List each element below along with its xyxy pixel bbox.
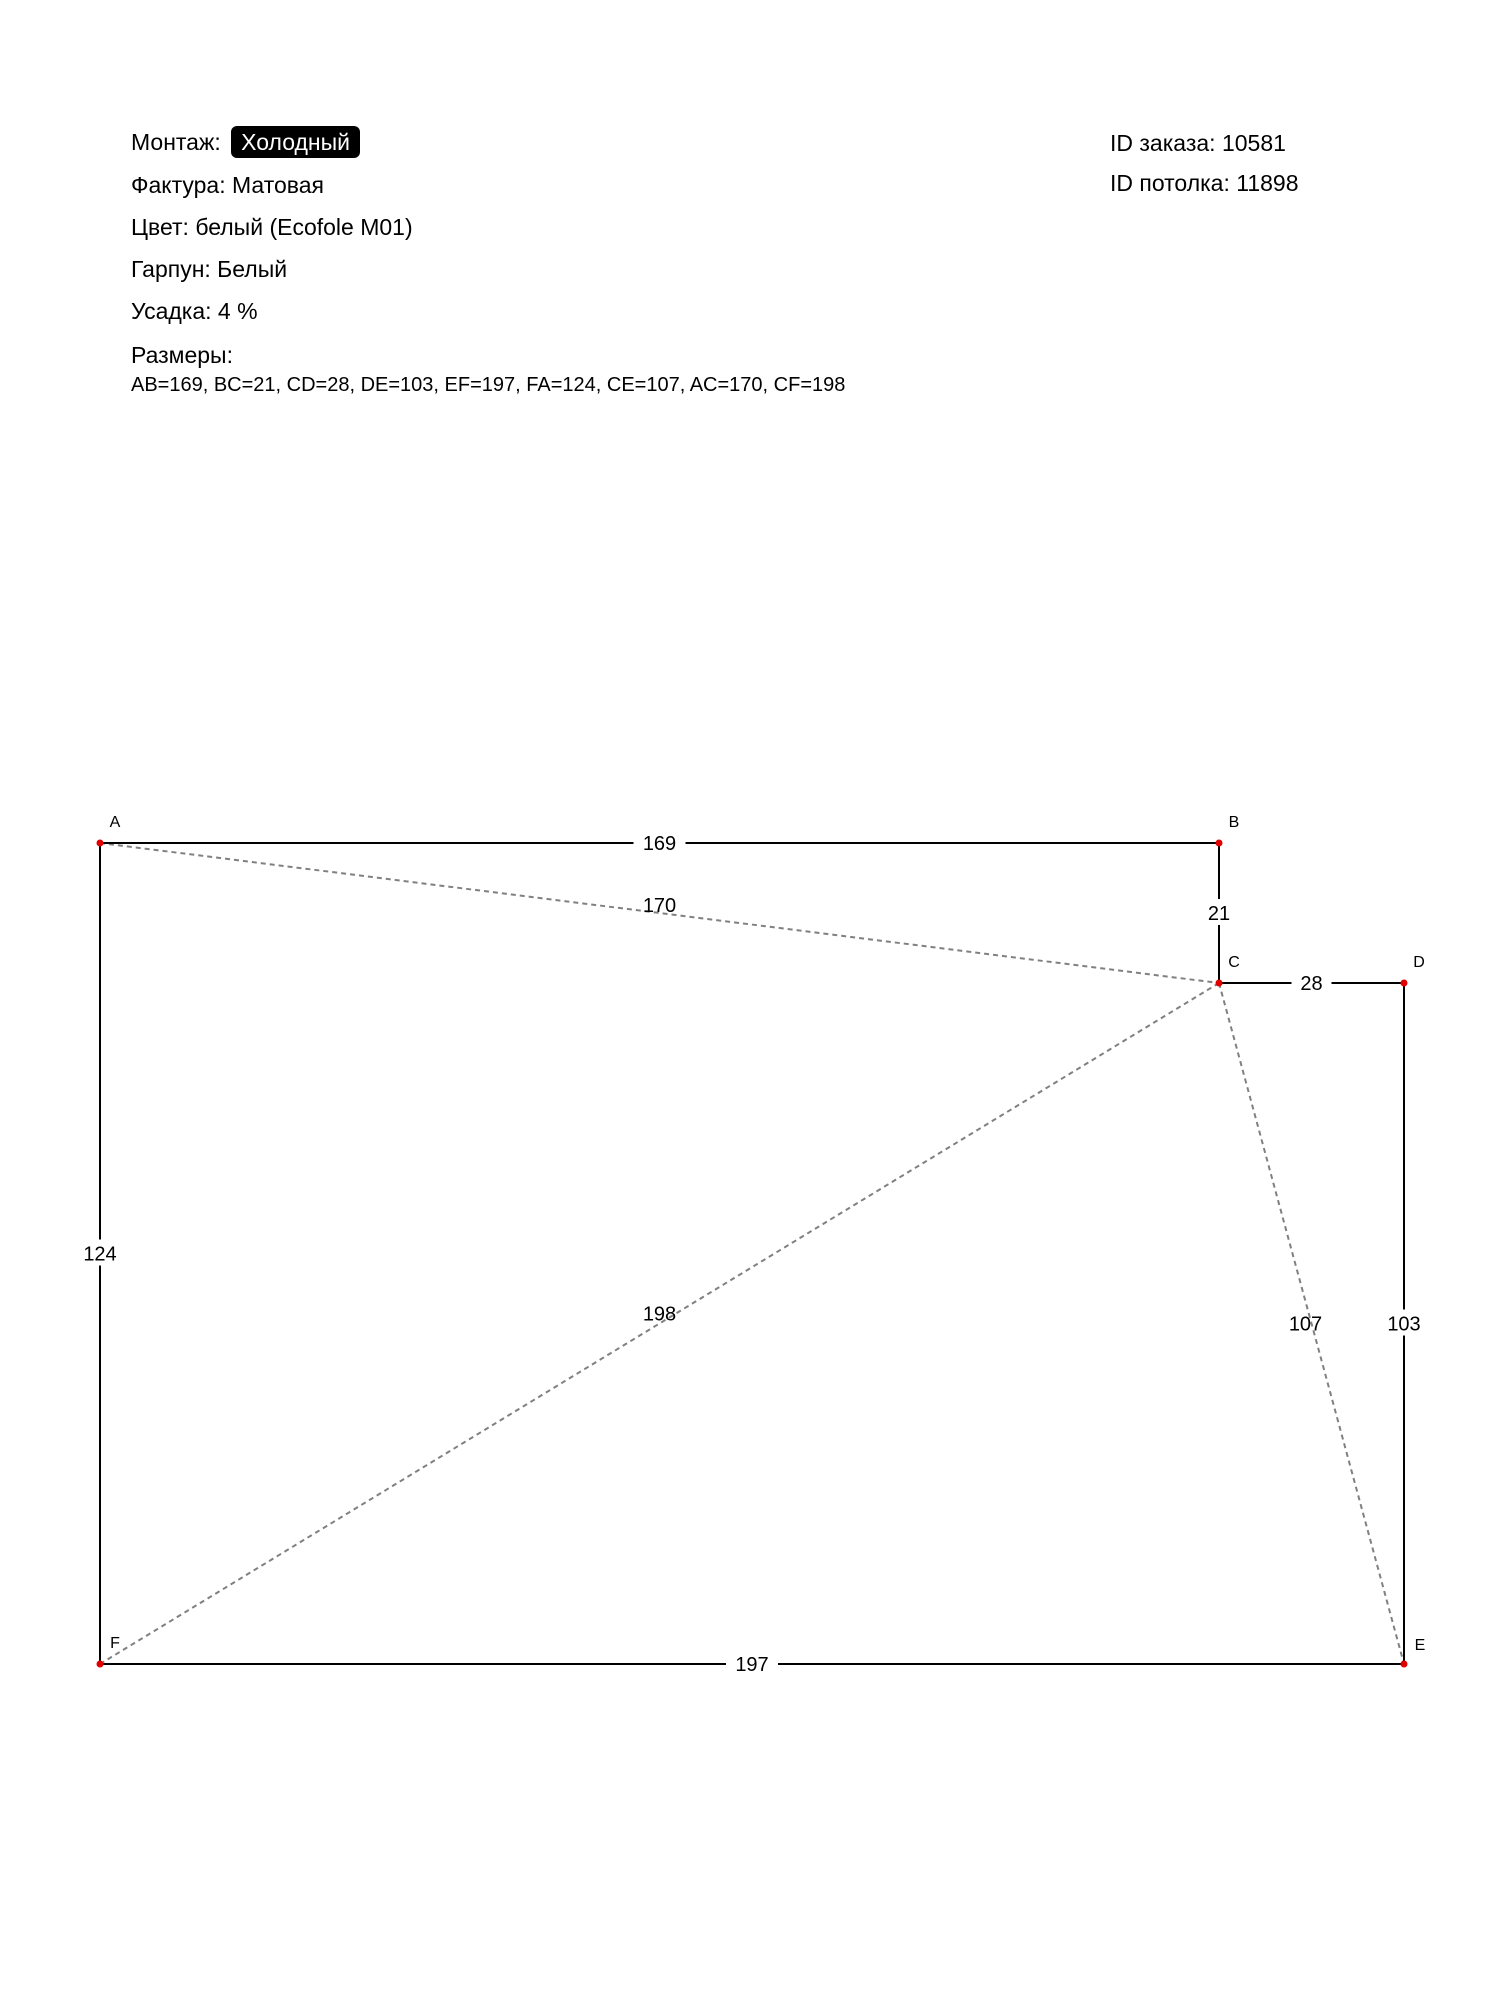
mount-label: Монтаж: <box>131 129 221 155</box>
lengths-layer <box>74 829 1430 1676</box>
color-line: Цвет: белый (Ecofole M01) <box>131 214 413 240</box>
corner-marker-d <box>1401 980 1408 987</box>
texture-line: Фактура: Матовая <box>131 172 324 198</box>
corner-label-a: A <box>109 814 121 831</box>
shrink-line: Усадка: 4 % <box>131 298 258 324</box>
corner-marker-c <box>1216 980 1223 987</box>
corner-marker-f <box>97 1661 104 1668</box>
corner-label-d: D <box>1413 954 1425 971</box>
corner-marker-b <box>1216 840 1223 847</box>
diagonals-layer <box>100 843 1404 1664</box>
sizes-value: AB=169, BC=21, CD=28, DE=103, EF=197, FA=124, CE=107, AC=170, CF=198 <box>131 374 846 396</box>
sizes-label: Размеры: <box>131 342 233 368</box>
corner-marker-a <box>97 840 104 847</box>
corners-layer <box>97 814 1426 1668</box>
corner-label-e: E <box>1414 1637 1426 1654</box>
ceiling-id: ID потолка: 11898 <box>1110 170 1299 196</box>
length-label-c-d: 28 <box>1300 973 1323 995</box>
corner-marker-e <box>1401 1661 1408 1668</box>
corner-label-f: F <box>110 1635 120 1652</box>
order-id: ID заказа: 10581 <box>1110 130 1286 156</box>
length-label-a-b: 169 <box>642 833 677 855</box>
length-label-c-f: 198 <box>642 1303 677 1326</box>
length-label-a-c: 170 <box>642 895 677 917</box>
length-label-e-f: 197 <box>735 1654 769 1676</box>
harpoon-line: Гарпун: Белый <box>131 256 288 282</box>
length-label-b-c: 21 <box>1207 903 1231 925</box>
length-label-d-e: 103 <box>1387 1313 1421 1336</box>
corner-label-c: C <box>1228 954 1240 971</box>
length-label-c-e: 107 <box>1288 1313 1323 1336</box>
corner-label-b: B <box>1228 814 1240 831</box>
mount-badge: Холодный <box>231 126 360 158</box>
walls-layer <box>100 843 1404 1664</box>
length-label-f-a: 124 <box>83 1243 117 1266</box>
